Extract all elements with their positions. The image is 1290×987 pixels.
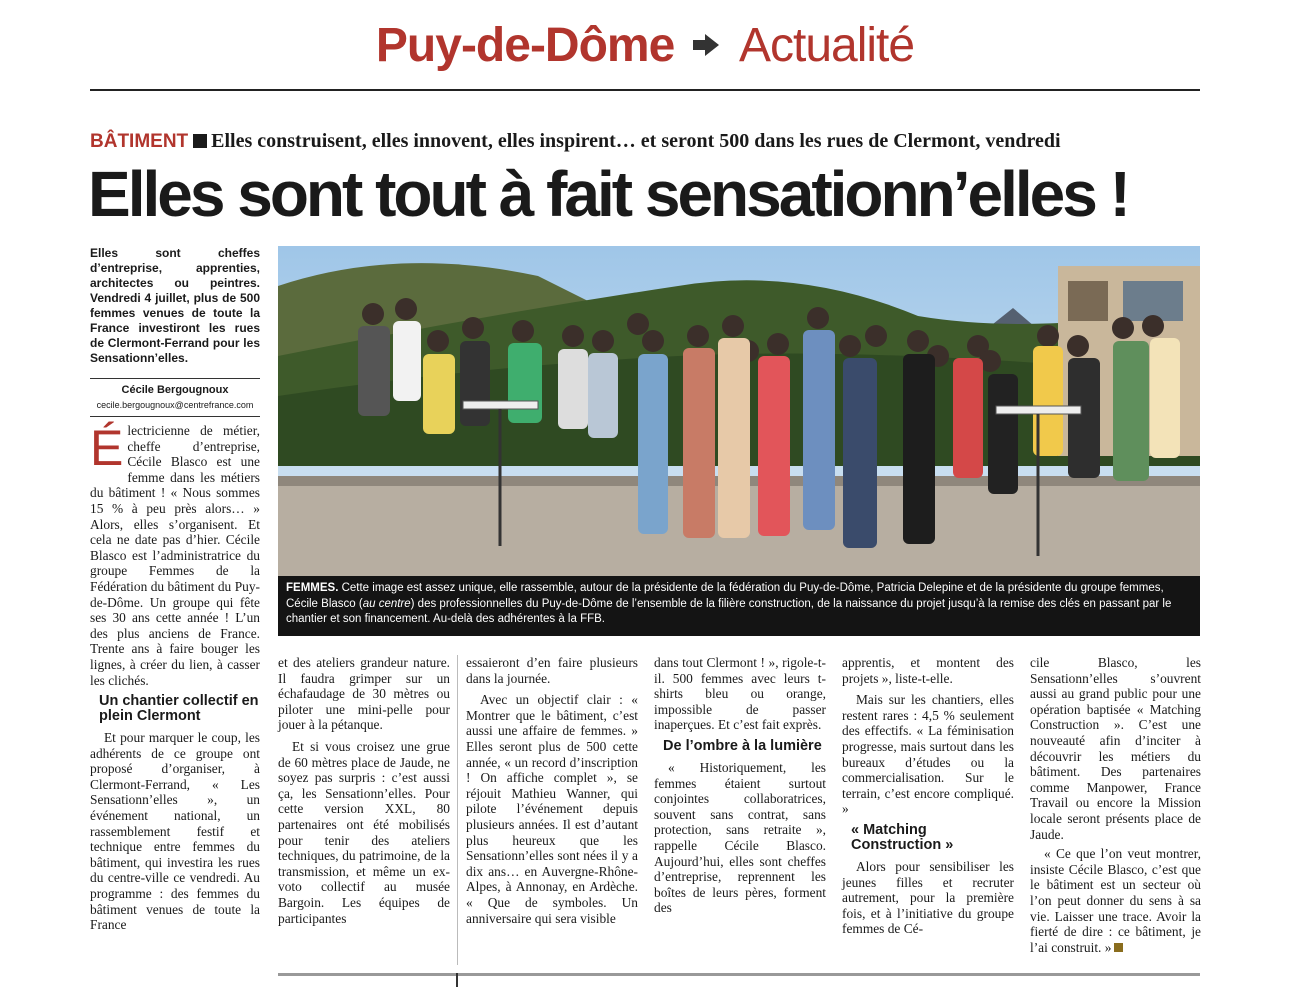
section-masthead xyxy=(0,18,1290,74)
col5-paragraph-1: apprentis, et montent des projets », liste-t-elle. xyxy=(842,655,1014,686)
region-title: Puy-de-Dôme xyxy=(375,19,675,72)
article-column-2 xyxy=(278,655,450,926)
kicker-text: Elles construisent, elles innovent, elles inspirent… et seront 500 dans les rues de Clermont, vendredi xyxy=(211,130,1061,152)
article-column-1 xyxy=(90,420,260,933)
caption-lead: FEMMES. xyxy=(286,582,339,594)
masthead-rule xyxy=(90,89,1200,91)
arrow-right-icon xyxy=(691,32,721,58)
kicker xyxy=(90,129,1210,154)
chapo: Elles sont cheffes d’entreprise, apprenties, architectes ou peintres. Vendredi 4 juillet, plus de 500 femmes venues de toute la France investiront les rues de Clermont-Ferrand pour les Sensationn’elles. xyxy=(90,246,260,365)
col1-paragraph-2: Et pour marquer le coup, les adhérents de ce groupe ont proposé d’organiser, à Clermont-Ferrand, « Les Sensationn’elles », un événement national, un rassemblement festif et technique entre femmes du bâtiment, qui investira les rues du centre-ville ce vendredi. Au programme : des femmes du bâtiment venues de toute la France xyxy=(90,730,260,933)
column-separator xyxy=(457,655,458,965)
caption-italic: au centre xyxy=(362,597,411,610)
article-column-3 xyxy=(466,655,638,926)
col3-paragraph-1: essaieront d’en faire plusieurs dans la journée. xyxy=(466,655,638,686)
square-bullet-icon xyxy=(193,134,207,148)
article-column-4 xyxy=(654,655,826,916)
byline-author: Cécile Bergougnoux xyxy=(121,384,229,396)
byline-email: cecile.bergougnoux@centrefrance.com xyxy=(96,400,254,410)
col3-paragraph-2: Avec un objectif clair : « Montrer que le bâtiment, c’est aussi une affaire de femmes. » Elles seront plus de 500 cette année, « un record d’inscription ! On affiche complet », se réjouit Mathieu Wanner, qui pilote l’événement depuis plusieurs années. Il est d’autant plus heureux que les Sensationn’elles sont nées il y a dix ans… en Auvergne-Rhône-Alpes, à Annonay, en Ardèche. « Que de symboles. Un anniversaire qui sera visible xyxy=(466,692,638,926)
col6-paragraph-1: cile Blasco, les Sensationn’elles s’ouvrent aussi au grand public pour une opération baptisée « Matching Construction ». C’est une nouveauté afin d’inciter à découvrir les métiers du bâtiment. Des partenaires comme Manpower, France Travail ou encore la Mission locale seront présents place de Jaude. xyxy=(1030,655,1201,842)
subhead-matching: « Matching Construction » xyxy=(851,821,954,853)
kicker-tag: BÂTIMENT xyxy=(90,131,189,152)
end-of-article-icon xyxy=(1114,943,1123,952)
col4-paragraph-2: « Historiquement, les femmes étaient surtout conjointes collaboratrices, souvent sans contrat, sans protection, sans retraite », rappelle Cécile Blasco. Aujourd’hui, elles sont cheffes d’entreprise, reprennent les boîtes de leurs pères, forment des xyxy=(654,759,826,916)
col6-paragraph-2: « Ce que l’on veut montrer, insiste Cécile Blasco, c’est que le bâtiment est un secteur où l’on peut donner du sens à sa vie. Laisser une trace. Avoir la fierté de dire : ce bâtiment, je l’ai construit. » xyxy=(1030,846,1201,955)
col1-paragraph-1: lectricienne de métier, cheffe d’entreprise, Cécile Blasco est une femme dans les métiers du bâtiment ! « Nous sommes 15 % à peu près alors… » Alors, elles s’organisent. Et cela ne date pas d’hier. Cécile Blasco est l’administratrice du groupe Femmes de la Fédération du bâtiment du Puy-de-Dôme. Un groupe qui fête ses 30 ans cette année ! L’un des plus anciens de France. Trente ans à faire bouger les lignes, à créer du lien, à casser les clichés. xyxy=(90,423,260,688)
headline: Elles sont tout à fait sensationn’elles ! xyxy=(88,158,1128,230)
col4-paragraph-1: dans tout Clermont ! », rigole-t-il. 500 femmes avec leurs t-shirts bleu ou orange, impossible de passer inaperçues. Et c’est fait exprès. xyxy=(654,655,826,733)
subhead-chantier: Un chantier collectif en plein Clermont xyxy=(99,693,259,725)
byline-rule xyxy=(90,378,260,379)
col2-paragraph-1: et des ateliers grandeur nature. Il faudra grimper sur un échafaudage de 30 mètres ou piloter une mini-pelle pour jouer à la pétanque. xyxy=(278,655,450,733)
dropcap: É xyxy=(90,420,124,476)
group-photo-illustration xyxy=(278,246,1200,576)
col5-paragraph-3: Alors pour sensibiliser les jeunes filles et recruter autrement, pour la première fois, et à l’initiative du groupe femmes de Cé- xyxy=(842,858,1014,937)
group-photo xyxy=(278,246,1200,576)
article-column-5 xyxy=(842,655,1014,937)
article-column-6 xyxy=(1030,655,1201,955)
bottom-tick xyxy=(456,973,458,987)
section-title: Actualité xyxy=(738,19,915,72)
byline-rule-bottom xyxy=(90,416,260,417)
caption-text-2: ) des professionnelles du Puy-de-Dôme de l’ensemble de la filière construction, de la naissance du projet jusqu’à la remise des clés en passant par le chantier et son financement. Au-delà des adhérentes à la FFB. xyxy=(286,597,1172,625)
subhead-ombre: De l’ombre à la lumière xyxy=(663,737,822,754)
photo-caption xyxy=(278,576,1200,636)
col5-paragraph-2: Mais sur les chantiers, elles restent rares : 4,5 % seulement des effectifs. « La féminisation progresse, mais surtout dans les bureaux d’études ou la commercialisation. Sur le terrain, c’est encore compliqué. » xyxy=(842,692,1014,817)
bottom-rule xyxy=(278,973,1200,976)
col2-paragraph-2: Et si vous croisez une grue de 60 mètres place de Jaude, ne soyez pas surpris : c’est aussi ça, les Sensationn’elles. Pour cette version XXL, 80 partenaires ont été mobilisés pour tenir des ateliers techniques, du patrimoine, de la transmission, et même un ex-voto collectif au musée Bargoin. Les équipes de participantes xyxy=(278,738,450,926)
caption-text-1: Cette image est assez unique, elle rassemble, autour de la présidente de la fédération du Puy-de-Dôme, Patricia Delepine et de la présidente du groupe femmes, Cécile Blasco ( xyxy=(286,582,1164,610)
